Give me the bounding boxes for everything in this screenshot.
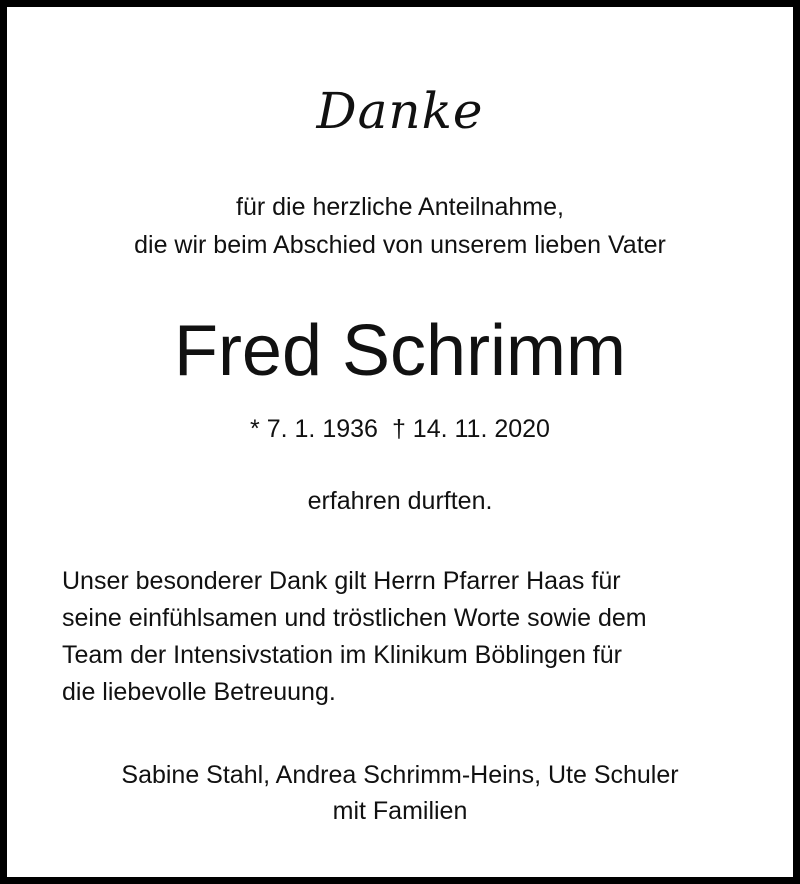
thanks-line-3: Team der Intensivstation im Klinikum Böblingen für	[62, 641, 622, 669]
birth-date: * 7. 1. 1936	[250, 415, 378, 443]
death-date: † 14. 11. 2020	[391, 415, 550, 443]
thanks-line-1: Unser besonderer Dank gilt Herrn Pfarrer Haas für	[62, 567, 621, 595]
notice-title: Danke	[316, 82, 484, 140]
thanks-paragraph	[62, 563, 762, 711]
thanks-line-4: die liebevolle Betreuung.	[62, 678, 336, 706]
signatories-suffix: mit Familien	[332, 797, 468, 825]
thanks-line-2: seine einfühlsamen und tröstlichen Worte sowie dem	[62, 604, 647, 632]
intro-closing: erfahren durften.	[307, 487, 493, 515]
deceased-name: Fred Schrimm	[173, 311, 627, 391]
life-dates	[7, 413, 793, 445]
intro-line-1: für die herzliche Anteilnahme,	[236, 193, 564, 221]
intro-line-2: die wir beim Abschied von unserem lieben Vater	[134, 231, 666, 259]
signatories: Sabine Stahl, Andrea Schrimm-Heins, Ute Schuler	[121, 761, 679, 789]
